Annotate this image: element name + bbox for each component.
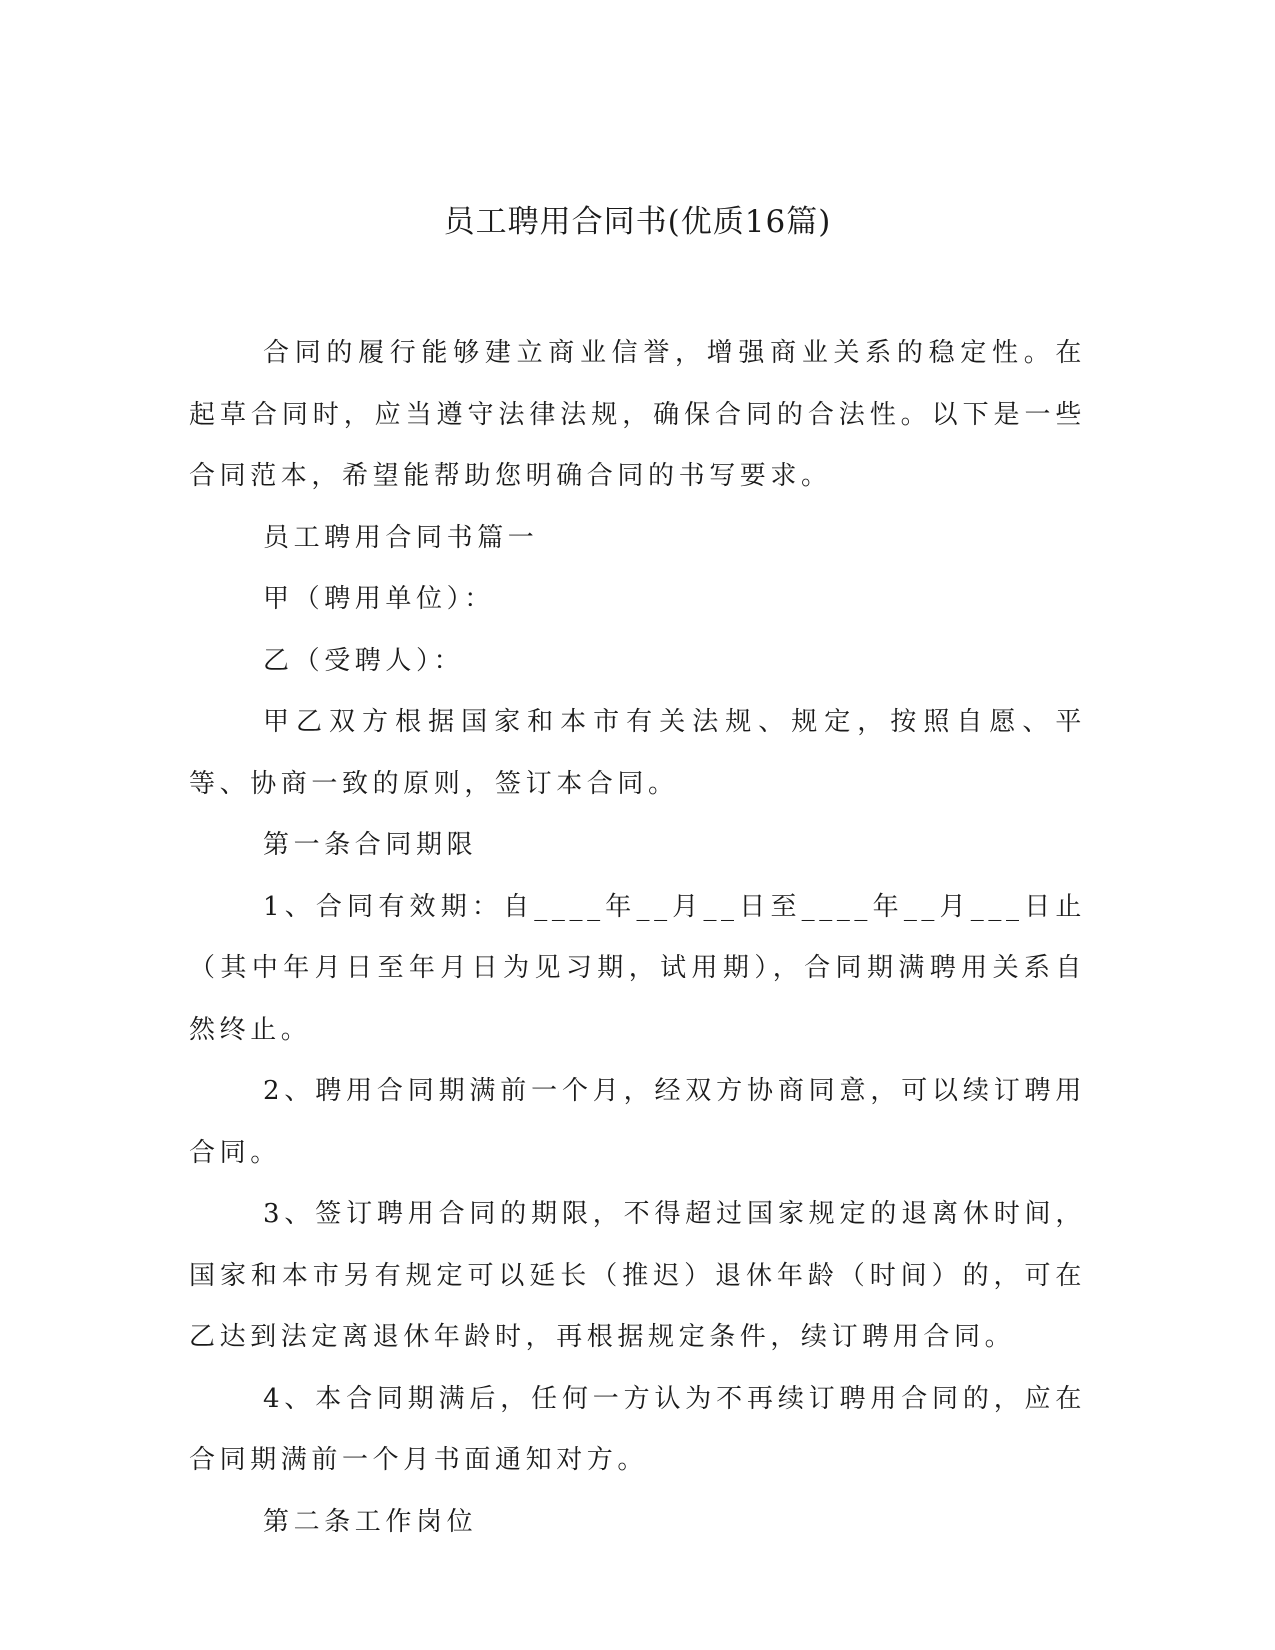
article-two-heading: 第二条工作岗位 <box>263 1506 478 1537</box>
section-heading-part-one: 员工聘用合同书篇一 <box>263 522 539 553</box>
party-a-line: 甲（聘用单位）： <box>263 584 495 614</box>
article-one-clause-3: 3、签订聘用合同的期限，不得超过国家规定的退离休时间，国家和本市另有规定可以延长（推迟）退休年龄（时间）的，可在乙达到法定离退休年龄时，再根据规定条件，续订聘用合同。 <box>189 1199 1086 1352</box>
document-title: 员工聘用合同书(优质16篇) <box>443 204 832 240</box>
agreement-basis-paragraph: 甲乙双方根据国家和本市有关法规、规定，按照自愿、平等、协商一致的原则，签订本合同。 <box>189 707 1086 799</box>
article-one-heading: 第一条合同期限 <box>263 830 478 860</box>
intro-paragraph: 合同的履行能够建立商业信誉，增强商业关系的稳定性。在起草合同时，应当遵守法律法规，确保合同的合法性。以下是一些合同范本，希望能帮助您明确合同的书写要求。 <box>189 338 1086 491</box>
article-one-clause-2: 2、聘用合同期满前一个月，经双方协商同意，可以续订聘用合同。 <box>189 1076 1086 1168</box>
article-one-clause-1: 1、合同有效期：自____年__月__日至____年__月___日止（其中年月日至年月日为见习期，试用期），合同期满聘用关系自然终止。 <box>189 891 1086 1045</box>
party-b-line: 乙（受聘人）： <box>263 645 465 676</box>
article-one-clause-4: 4、本合同期满后，任何一方认为不再续订聘用合同的，应在合同期满前一个月书面通知对方。 <box>189 1383 1086 1475</box>
document-body <box>189 323 1086 1553</box>
